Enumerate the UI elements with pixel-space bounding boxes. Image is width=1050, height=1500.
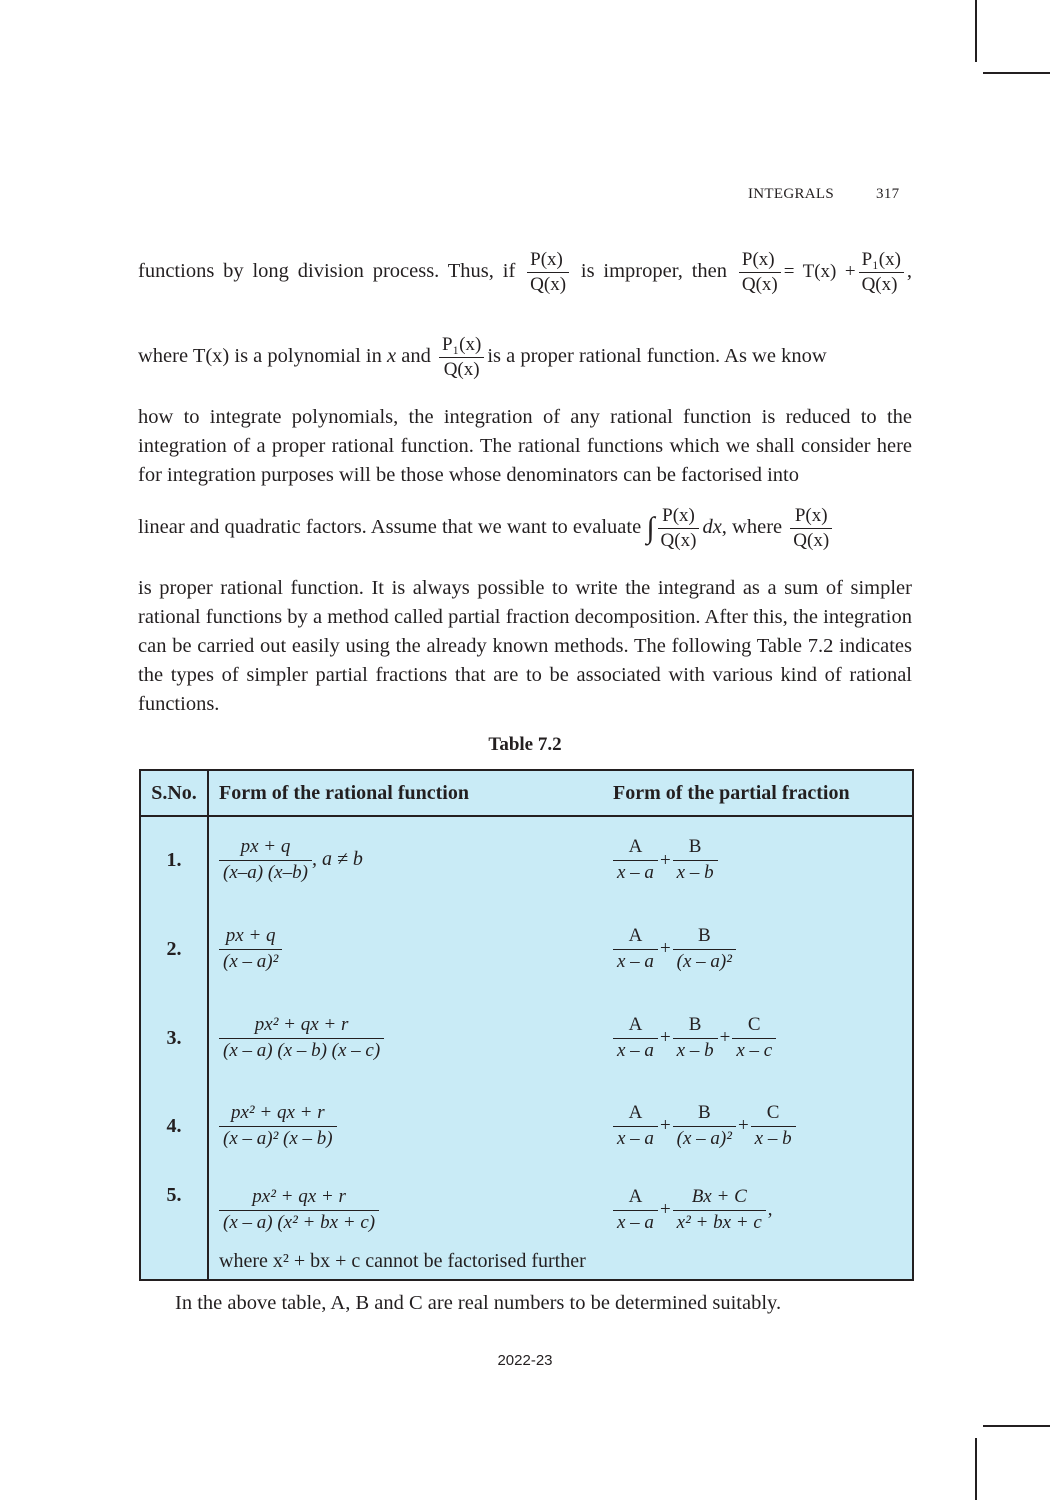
condition-text: , a ≠ b	[311, 848, 363, 871]
header-sno: S.No.	[140, 770, 208, 816]
para3: how to integrate polynomials, the integration of any rational function is reduced to the integration of a proper rational function. The rational functions which we shall consider here for integration purposes will be those whose denominators can be factorised into	[138, 406, 912, 486]
header-rational-function: Form of the rational function	[208, 770, 603, 816]
partial-term: $\frac{A}{x - a}$	[613, 1013, 658, 1063]
partial-term: $\frac{B}{\text{(x – a)²}}$	[673, 924, 736, 974]
running-header	[748, 186, 899, 203]
table-header-row	[140, 770, 913, 816]
plus-sign: +	[737, 1115, 749, 1136]
rational-function-cell	[208, 1082, 603, 1170]
table-note-row	[140, 1250, 913, 1280]
after-table-text: In the above table, A, B and C are real numbers to be determined suitably.	[175, 1292, 782, 1314]
para4-text: linear and quadratic factors. Assume that we want to evaluate	[138, 515, 642, 538]
fraction-p1-over-q-inline: $\frac{\text{P₁(x)}}{Q(x)}$	[439, 333, 484, 382]
rational-fraction: $\frac{\text{px² + qx + r}}{\text{(x – a) (x² + bx + c)}}$	[219, 1185, 379, 1235]
table-row	[140, 1082, 913, 1170]
integrand-fraction: $\frac{P(x)}{Q(x)}$	[658, 504, 700, 553]
partial-term: $\frac{B}{x - b}$	[673, 835, 718, 885]
partial-term: $\frac{A}{x - a}$	[613, 1185, 658, 1235]
table-caption: Table 7.2	[488, 734, 562, 755]
rational-function-cell	[208, 904, 603, 994]
row-sno: 4.	[140, 1082, 208, 1170]
partial-fraction-cell	[603, 1082, 913, 1170]
crop-mark-bottom-horizontal	[983, 1425, 1050, 1427]
partial-fraction-table	[139, 769, 914, 1281]
rational-function-cell	[208, 816, 603, 904]
table-row	[140, 1170, 913, 1250]
row-sno: 1.	[140, 816, 208, 904]
page-number: 317	[876, 186, 900, 202]
para2-line	[138, 333, 912, 382]
rational-function-cell	[208, 1170, 603, 1250]
partial-term: $\frac{A}{x - a}$	[613, 1101, 658, 1151]
trailing-comma: ,	[767, 1199, 773, 1220]
para1-text-start: functions by long division process. Thus, if	[138, 259, 516, 282]
integral-sign: ∫	[646, 511, 655, 545]
partial-term: $\frac{B}{x - b}$	[673, 1013, 718, 1063]
row-sno: 5.	[140, 1170, 208, 1280]
crop-mark-bottom-vertical	[975, 1438, 977, 1500]
partial-fraction-cell	[603, 1170, 913, 1250]
partial-fraction-cell	[603, 994, 913, 1082]
partial-fraction-cell	[603, 904, 913, 994]
partial-term: $\frac{C}{x - c}$	[732, 1013, 776, 1063]
table-row	[140, 904, 913, 994]
row-sno: 3.	[140, 994, 208, 1082]
fraction-p-over-q-lhs: $\frac{P(x)}{Q(x)}$	[739, 248, 781, 297]
rational-function-cell	[208, 994, 603, 1082]
partial-term: $\frac{A}{x - a}$	[613, 835, 658, 885]
plus-sign: +	[659, 1115, 671, 1136]
para4-where: , where	[721, 515, 783, 538]
partial-term: $\frac{Bx + C}{\text{x² + bx + c}}$	[673, 1185, 766, 1235]
para1-line	[138, 248, 912, 297]
para2-text-and: and	[401, 344, 431, 367]
rational-fraction: $\frac{\text{px² + qx + r}}{\text{(x – a)² (x – b)}}$	[219, 1101, 337, 1151]
variable-x: x	[386, 344, 397, 367]
plus-sign: +	[659, 849, 671, 871]
para2-text-rest: is a proper rational function. As we know	[487, 344, 827, 367]
chapter-title: INTEGRALS	[748, 186, 835, 202]
plus-sign: +	[659, 1027, 671, 1048]
rational-fraction: $\frac{\text{px² + qx + r}}{(x - a) (x - b) (x - c)}$	[219, 1013, 384, 1063]
fraction-p-over-q-where: $\frac{P(x)}{Q(x)}$	[790, 504, 832, 553]
equation-comma: ,	[906, 259, 913, 282]
plus-sign: +	[659, 938, 671, 959]
rational-fraction: $\frac{px + q}{(x-a) (x-b)}$	[219, 835, 312, 885]
edition-year: 2022-23	[497, 1352, 553, 1369]
partial-fraction-cell	[603, 816, 913, 904]
crop-mark-top-vertical	[975, 0, 977, 62]
row-sno: 2.	[140, 904, 208, 994]
table-row	[140, 816, 913, 904]
dx-text: dx	[702, 515, 722, 538]
partial-term: $\frac{B}{\text{(x – a)²}}$	[673, 1101, 736, 1151]
partial-term: $\frac{A}{x - a}$	[613, 924, 658, 974]
para5: is proper rational function. It is always possible to write the integrand as a sum of simpler rational functions by a method called partial fraction decomposition. After this, the integration can be carried out easily using the already known methods. The following Table 7.2 indicates the types of simpler partial fractions that are to be associated with various kind of rational functions.	[138, 577, 912, 715]
fraction-p-over-q: $\frac{P(x)}{Q(x)}$	[527, 248, 569, 297]
partial-term: $\frac{C}{x - b}$	[751, 1101, 796, 1151]
table-note: where x² + bx + c cannot be factorised further	[219, 1250, 586, 1272]
para4-line	[138, 504, 912, 553]
fraction-p1-over-q: $\frac{\text{P₁(x)}}{Q(x)}$	[859, 248, 904, 297]
plus-sign: +	[659, 1199, 671, 1220]
para2-text-where: where T(x) is a polynomial in	[138, 344, 382, 367]
equation-rhs-text: = T(x) +	[783, 260, 856, 282]
rational-fraction: $\frac{px + q}{\text{(x – a)²}}$	[219, 924, 282, 974]
plus-sign: +	[719, 1027, 731, 1048]
crop-mark-top-horizontal	[983, 72, 1050, 74]
header-partial-fraction: Form of the partial fraction	[603, 770, 913, 816]
table-row	[140, 994, 913, 1082]
para1-text-mid: is improper, then	[580, 259, 728, 282]
